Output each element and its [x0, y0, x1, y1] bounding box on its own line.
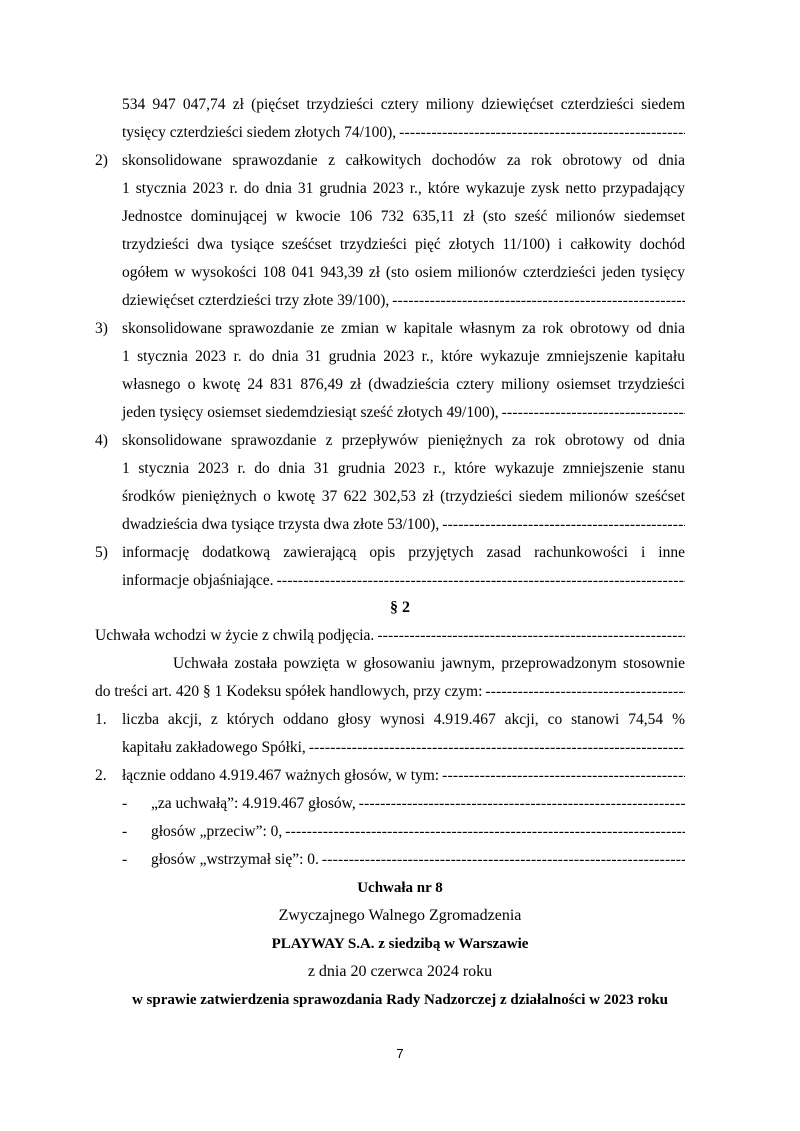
voting-point1-number: 1.: [95, 711, 107, 728]
bullet-dash: -: [122, 795, 128, 812]
item2-line2: 1 stycznia 2023 r. do dnia 31 grudnia 2023 r., które wykazuje zysk netto przypadający: [122, 180, 685, 197]
voting-intro-line2-text: do treści art. 420 § 1 Kodeksu spółek handlowych, przy czym:: [95, 683, 483, 700]
dash-filler: [309, 734, 685, 762]
resolution-body-name: Zwyczajnego Walnego Zgromadzenia: [278, 907, 522, 924]
dash-filler: [442, 511, 685, 539]
page-number: 7: [396, 1046, 404, 1061]
dash-filler: [485, 678, 685, 706]
item2-line6: [122, 287, 685, 315]
item1-line1: 534 947 047,74 zł (pięćset trzydzieści cztery miliony dziewięćset czterdzieści siedem: [122, 96, 685, 113]
dash-filler: [442, 762, 685, 790]
section-2-line: [95, 622, 685, 650]
voting-point2-text: łącznie oddano 4.919.467 ważnych głosów, w tym:: [122, 767, 440, 784]
dash-filler: [276, 567, 685, 595]
dash-filler: [392, 287, 685, 315]
resolution-subject: w sprawie zatwierdzenia sprawozdania Rady Nadzorczej z działalności w 2023 roku: [131, 992, 669, 1008]
voting-point2-number: 2.: [95, 767, 107, 784]
item3-line2: 1 stycznia 2023 r. do dnia 31 grudnia 2023 r., które wykazuje zmniejszenie kapitału: [122, 348, 685, 365]
dash-filler: [377, 622, 685, 650]
dash-filler: [285, 818, 685, 846]
item4-line2: 1 stycznia 2023 r. do dnia 31 grudnia 2023 r., które wykazuje zmniejszenie stanu: [122, 460, 685, 477]
voting-intro-line1: Uchwała została powzięta w głosowaniu jawnym, przeprowadzonym stosownie: [173, 655, 685, 672]
voting-point1-line1: liczba akcji, z których oddano głosy wynosi 4.919.467 akcji, co stanowi 74,54 %: [122, 711, 685, 728]
item3-line1: skonsolidowane sprawozdanie ze zmian w kapitale własnym za rok obrotowy od dnia: [122, 320, 685, 337]
resolution-company: PLAYWAY S.A. z siedzibą w Warszawie: [271, 936, 529, 952]
item2-line5: ogółem w wysokości 108 041 943,39 zł (sto osiem milionów czterdzieści jeden tysięcy: [122, 264, 685, 281]
item1-line2-text: tysięcy czterdzieści siedem złotych 74/100),: [122, 124, 397, 141]
item4-line1: skonsolidowane sprawozdanie z przepływów pieniężnych za rok obrotowy od dnia: [122, 432, 685, 449]
item4-line3: środków pieniężnych o kwotę 37 622 302,53 zł (trzydzieści siedem milionów sześćset: [122, 488, 685, 505]
voting-point1-line2-text: kapitału zakładowego Spółki,: [122, 739, 306, 756]
item1-line2: [122, 119, 685, 147]
resolution-title: Uchwała nr 8: [357, 880, 443, 896]
item3-line3: własnego o kwotę 24 831 876,49 zł (dwadzieścia cztery miliony osiemset trzydzieści: [122, 376, 685, 393]
item2-line6-text: dziewięćset czterdzieści trzy złote 39/100),: [122, 292, 390, 309]
vote-abstain-line: [151, 846, 685, 874]
dash-filler: [359, 790, 685, 818]
item5-line1: informację dodatkową zawierającą opis przyjętych zasad rachunkowości i inne: [122, 544, 685, 561]
vote-against-line: [151, 818, 685, 846]
dash-filler: [322, 846, 685, 874]
item3-number: 3): [95, 320, 108, 337]
vote-for-text: „za uchwałą”: 4.919.467 głosów,: [151, 795, 356, 812]
item2-line3: Jednostce dominującej w kwocie 106 732 635,11 zł (sto sześć milionów siedemset: [122, 208, 685, 225]
section-2-text: Uchwała wchodzi w życie z chwilą podjęcia.: [95, 627, 375, 644]
voting-intro-line2: [95, 678, 685, 706]
item4-line4: [122, 511, 685, 539]
item2-line4: trzydzieści dwa tysiące sześćset trzydzieści pięć złotych 11/100) i całkowity dochód: [122, 236, 685, 253]
voting-point2-line: [122, 762, 685, 790]
vote-for-line: [151, 790, 685, 818]
bullet-dash: -: [122, 823, 128, 840]
section-2-heading: § 2: [390, 599, 410, 616]
dash-filler: [399, 119, 685, 147]
item5-line2-text: informacje objaśniające.: [122, 572, 274, 589]
item5-number: 5): [95, 544, 108, 561]
item4-number: 4): [95, 432, 108, 449]
item2-line1: skonsolidowane sprawozdanie z całkowitych dochodów za rok obrotowy od dnia: [122, 152, 685, 169]
vote-abstain-text: głosów „wstrzymał się”: 0.: [151, 851, 319, 868]
resolution-date: z dnia 20 czerwca 2024 roku: [307, 963, 493, 980]
item5-line2: [122, 567, 685, 595]
item4-line4-text: dwadzieścia dwa tysiące trzysta dwa złote 53/100),: [122, 516, 440, 533]
voting-point1-line2: [122, 734, 685, 762]
item2-number: 2): [95, 152, 108, 169]
dash-filler: [502, 399, 685, 427]
item3-line4-text: jeden tysięcy osiemset siedemdziesiąt sześć złotych 49/100),: [122, 404, 499, 421]
bullet-dash: -: [122, 851, 128, 868]
item3-line4: [122, 399, 685, 427]
vote-against-text: głosów „przeciw”: 0,: [151, 823, 283, 840]
